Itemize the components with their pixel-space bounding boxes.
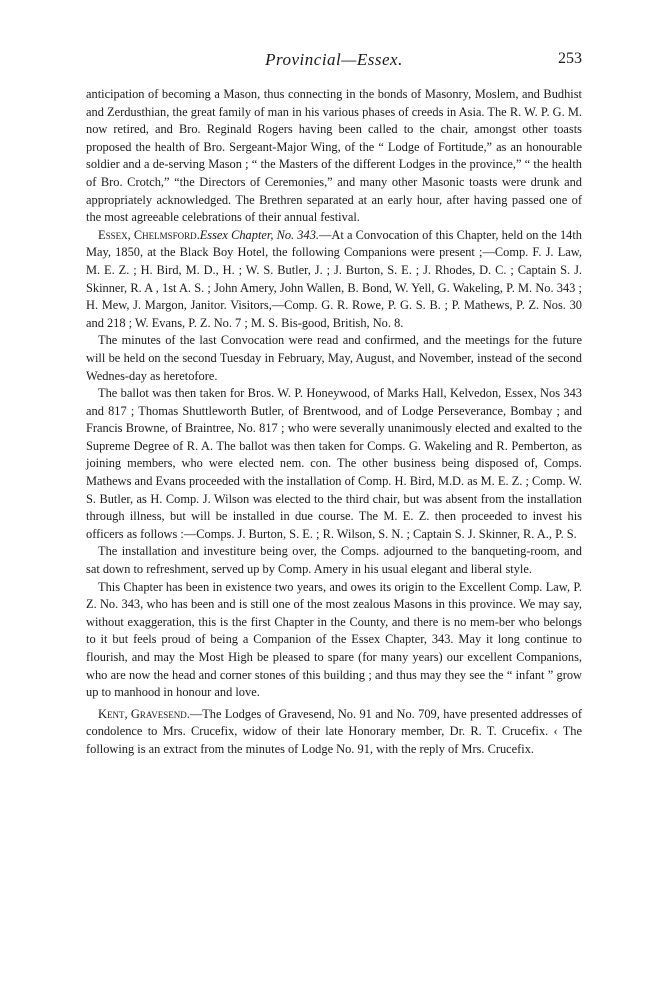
- paragraph-kent-gravesend: [86, 706, 582, 759]
- page-number: 253: [558, 50, 582, 67]
- paragraph-chapter-history: This Chapter has been in existence two years, and owes its origin to the Excellent Comp. Law, P. Z. No. 343, who has been and is still one of the most zealous Masons in this province. We may say, without exaggeration, this is the first Chapter in the County, and there is no mem-ber who belongs to it but feels proud of being a Companion of the Essex Chapter, 343. May it long continue to flourish, and may the Most High be pleased to spare (for many years) our excellent Companions, who are now the head and corner stones of this building ; and thus may they see the “ infant ” grow up to manhood in honour and love.: [86, 579, 582, 700]
- paragraph-ballot: The ballot was then taken for Bros. W. P. Honeywood, of Marks Hall, Kelvedon, Essex, Nos 343 and 817 ; Thomas Shuttleworth Butler, of Brentwood, and of Lodge Perseverance, Bombay ; and Francis Browne, of Braintree, No. 817 ; who were severally unanimously elected and exalted to the Supreme Degree of R. A. The ballot was then taken for Comps. G. Wakeling and R. Pemberton, as joining members, who were elected nem. con. The other business being disposed of, Comps. Mathews and Evans proceeded with the installation of Comp. H. Bird, M.D. as M. E. Z. ; Comp. W. S. Butler, as H. Comp. J. Wilson was elected to the third chair, but was absent from the installation through illness, but will be installed in due course. The M. E. Z. then proceeded to invest his officers as follows :—Comps. J. Burton, S. E. ; R. Wilson, S. N. ; Captain S. J. Skinner, R. A., P. S.: [86, 386, 582, 541]
- paragraph-masonry-festival: anticipation of becoming a Mason, thus connecting in the bonds of Masonry, Moslem, and Budhist and Zerdusthian, the great family of man in his various phases of creeds in Asia. The R. W. P. G. M. now retired, and Bro. Reginald Rogers having been called to the chair, amongst other toasts proposed the health of Bro. Sergeant-Major Wing, of the “ Lodge of Fortitude,” as an honourable soldier and a de-serving Mason ; “ the Masters of the different Lodges in the province,” “ the health of Bro. Crotch,” “the Directors of Ceremonies,” and many other Masonic toasts were drunk and appropriately acknowledged. The Brethren separated at an early hour, after having passed one of the most agreeable celebrations of their annual festival.: [86, 87, 582, 225]
- paragraph-installation: The installation and investiture being over, the Comps. adjourned to the banqueting-room, and sat down to refreshment, served up by Comp. Amery in his usual elegant and liberal style.: [86, 544, 582, 577]
- section-lead-kent-gravesend: Kent, Gravesend.: [98, 706, 190, 721]
- running-head: [86, 50, 582, 74]
- paragraph-essex-chapter-text: —At a Convocation of this Chapter, held on the 14th May, 1850, at the Black Boy Hotel, the following Companions were present ;—Comp. F. J. Law, M. E. Z. ; H. Bird, M. D., H. ; W. S. Butler, J. ; J. Burton, S. E. ; J. Rhodes, D. C. ; Captain S. J. Skinner, R. A , 1st A. S. ; John Amery, John Wallen, B. Bond, W. Yell, G. Wakeling, P. M. No. 343 ; H. Mew, J. Margon, Janitor. Visitors,—Comp. G. R. Rowe, P. G. S. B. ; P. Mathews, P. Z. Nos. 30 and 218 ; W. Evans, P. Z. No. 7 ; M. S. Bis-good, British, No. 8.: [86, 227, 582, 330]
- paragraph-minutes: The minutes of the last Convocation were read and confirmed, and the meetings for the future will be held on the second Tuesday in February, May, August, and November, instead of the second Wednes-day as heretofore.: [86, 333, 582, 383]
- section-lead-essex-chelmsford: Essex, Chelmsford.: [98, 227, 200, 242]
- body-text: [86, 86, 582, 759]
- chapter-title: Essex Chapter, No. 343.: [199, 227, 319, 242]
- running-title: Provincial—Essex.: [265, 50, 403, 69]
- paragraph-essex-chapter: [86, 227, 582, 333]
- paragraph-kent-gravesend-text: —The Lodges of Gravesend, No. 91 and No. 709, have presented addresses of condolence to Mrs. Crucefix, widow of their late Honorary member, Dr. R. T. Crucefix. ‹ The following is an extract from the minutes of Lodge No. 91, with the reply of Mrs. Crucefix.: [86, 706, 582, 756]
